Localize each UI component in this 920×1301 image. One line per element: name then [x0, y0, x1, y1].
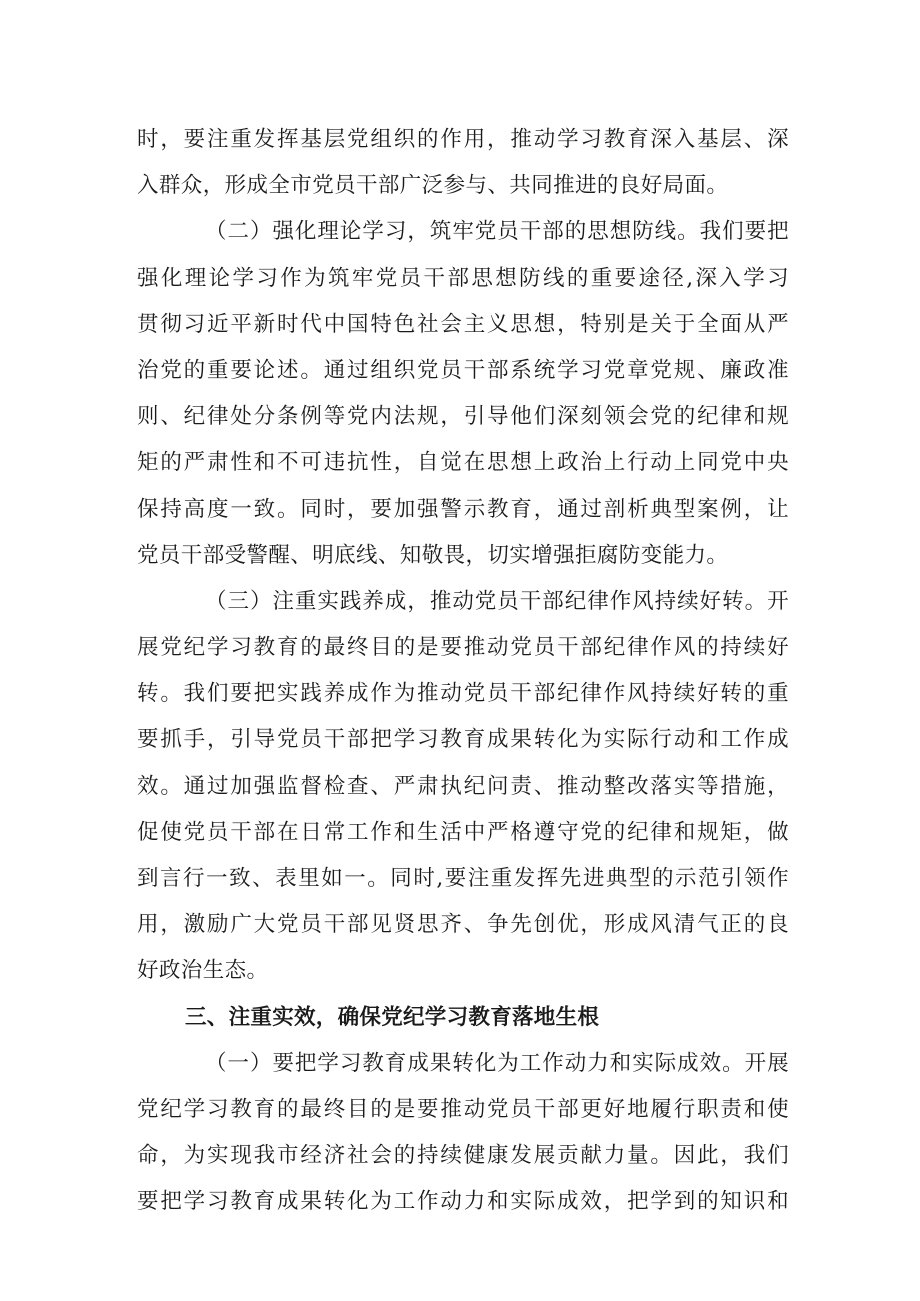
- text-line: （二）强化理论学习，筑牢党员干部的思想防线。我们要把: [205, 219, 789, 245]
- text-line: （一）要把学习教育成果转化为工作动力和实际成效。开展: [205, 1050, 789, 1076]
- text-line: 时，要注重发挥基层党组织的作用，推动学习教育深入基层、深: [137, 127, 789, 152]
- text-line: 转。我们要把实践养成作为推动党员干部纪律作风持续好转的重: [137, 681, 789, 707]
- text-line: 展党纪学习教育的最终目的是要推动党员干部纪律作风的持续好: [137, 635, 789, 661]
- paragraph-results: [137, 1041, 789, 1226]
- paragraph-continuation: [137, 117, 789, 209]
- text-line: 则、纪律处分条例等党内法规，引导他们深刻领会党的纪律和规: [137, 404, 789, 430]
- text-line: 用，激励广大党员干部见贤思齐、争先创优，形成风清气正的良: [137, 912, 789, 938]
- text-line: 强化理论学习作为筑牢党员干部思想防线的重要途径,深入学习: [137, 265, 789, 291]
- text-line: 要把学习教育成果转化为工作动力和实际成效，把学到的知识和: [137, 1189, 789, 1215]
- text-line: 命，为实现我市经济社会的持续健康发展贡献力量。因此，我们: [137, 1143, 789, 1169]
- text-line: （三）注重实践养成，推动党员干部纪律作风持续好转。开: [205, 588, 789, 614]
- section-heading: 三、注重实效，确保党纪学习教育落地生根: [185, 1004, 600, 1030]
- text-line: 贯彻习近平新时代中国特色社会主义思想，特别是关于全面从严: [137, 311, 789, 337]
- paragraph-theory-study: [137, 209, 789, 579]
- text-line: 党纪学习教育的最终目的是要推动党员干部更好地履行职责和使: [137, 1096, 789, 1122]
- text-line: 好政治生态。: [137, 958, 269, 984]
- text-line: 治党的重要论述。通过组织党员干部系统学习党章党规、廉政准: [137, 357, 789, 383]
- text-line: 促使党员干部在日常工作和生活中严格遵守党的纪律和规矩，做: [137, 819, 789, 845]
- text-line: 效。通过加强监督检查、严肃执纪问责、推动整改落实等措施，: [137, 773, 789, 799]
- paragraph-practice: [137, 579, 789, 995]
- text-line: 到言行一致、表里如一。同时,要注重发挥先进典型的示范引领作: [137, 866, 789, 891]
- document-page: [137, 117, 789, 1226]
- text-line: 党员干部受警醒、明底线、知敬畏，切实增强拒腐防变能力。: [137, 542, 729, 568]
- text-line: 矩的严肃性和不可违抗性，自觉在思想上政治上行动上同党中央: [137, 450, 789, 476]
- text-line: 入群众，形成全市党员干部广泛参与、共同推进的良好局面。: [137, 173, 729, 199]
- text-line: 要抓手，引导党员干部把学习教育成果转化为实际行动和工作成: [137, 727, 789, 753]
- text-line: 保持高度一致。同时，要加强警示教育，通过剖析典型案例，让: [137, 496, 789, 522]
